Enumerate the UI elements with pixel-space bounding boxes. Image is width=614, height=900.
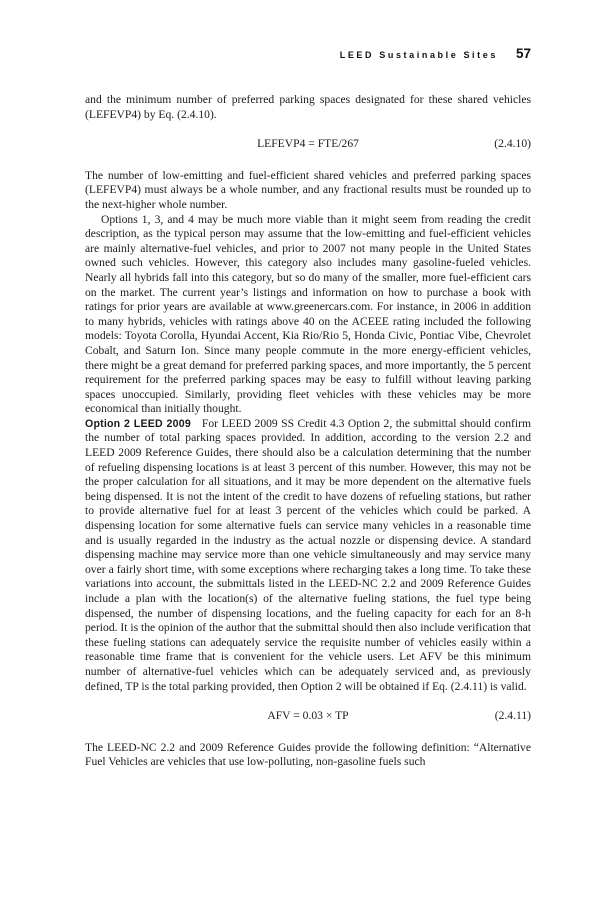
equation-number: (2.4.11) [494,709,531,723]
running-head-title: LEED Sustainable Sites [339,50,498,60]
paragraph-definition: The LEED-NC 2.2 and 2009 Reference Guides provide the following definition: “Alternative Fuel Vehicles are vehicles that use low-polluting, non-gasoline fuels such [85,740,531,769]
option-2-heading: Option 2 LEED 2009 [85,417,191,430]
page-body [85,93,531,770]
paragraph-option-2 [85,417,531,694]
option-2-text: For LEED 2009 SS Credit 4.3 Option 2, the submittal should confirm the number of total parking spaces provided. In addition, according to the version 2.2 and LEED 2009 Reference Guides, there should also be a calculation determining that the number of refueling dispensing locations is at least 3 percent of this number. However, this may not be the proper calculation for all situations, and it may be more dependent on the alternative fuels being dispensed. It is not the intent of the credit to have dozens of refueling stations, but rather to provide alternative fuel for at least 3 percent of the vehicles which could be parked. A dispensing location for some alternative fuels can service many vehicles in a reasonable time and is usually regarded in the industry as the actual nozzle or dispensing device. A standard dispensing machine may service more than one vehicle simultaneously and may service many over a fairly short time, with some exceptions where recharging takes a long time. To take these variations into account, the submittals listed in the LEED-NC 2.2 and 2009 Reference Guides include a plan with the location(s) of the alternative fueling stations, the fuel type being dispensed, the number of dispensing locations, and the fueling capacity for each for an 8-h period. It is the opinion of the author that the submittal should then also include verification that these fueling stations can adequately service the requisite number of vehicles easily within a reasonable time frame that is convenient for the vehicle users. Let AFV be this minimum number of alternative-fuel vehicles which can be adequately serviced and, as previously defined, TP is the total parking provided, then Option 2 will be obtained if Eq. (2.4.11) is valid. [85,416,531,693]
equation-number: (2.4.10) [494,137,531,151]
paragraph-continuation: and the minimum number of preferred parking spaces designated for these shared vehicles (LEFEVP4) by Eq. (2.4.10). [85,93,531,121]
equation-formula: LEFEVP4 = FTE/267 [257,137,359,151]
running-head [85,46,531,61]
paragraph-options: Options 1, 3, and 4 may be much more viable than it might seem from reading the credit description, as the typical person may assume that the low-emitting and fuel-efficient vehicles are mainly alternative-fuel vehicles, and prior to 2007 not many people in the United States owned such vehicles. However, this category also includes many gasoline-fueled vehicles. Nearly all hybrids fall into this category, but so do many of the smaller, more fuel-efficient cars on the market. The current year’s listings and information on how to purchase a book with ratings for prior years are available at www.greenercars.com. For instance, in 2006 in addition to many hybrids, vehicles with ratings above 40 on the ACEEE rating included the following models: Toyota Corolla, Hyundai Accent, Kia Rio/Rio 5, Honda Civic, Pontiac Vibe, Chevrolet Cobalt, and Saturn Ion. Since many people commute in the more energy-efficient vehicles, there might be a great demand for preferred parking spaces, and more importantly, the 5 percent requirement for the preferred parking spaces may be easy to fulfill without leaving parking spaces unoccupied. Similarly, providing fleet vehicles with these vehicles may be more economical than initially thought. [85,212,531,416]
page-content [85,46,531,770]
paragraph-whole-number: The number of low-emitting and fuel-efficient shared vehicles and preferred parking spaces (LEFEVP4) must always be a whole number, and any fractional results must be rounded up to the next-higher whole number. [85,168,531,211]
page-number: 57 [515,46,531,61]
equation-formula: AFV = 0.03 × TP [267,709,349,723]
equation-2-4-11 [85,709,531,724]
equation-2-4-10 [85,137,531,152]
